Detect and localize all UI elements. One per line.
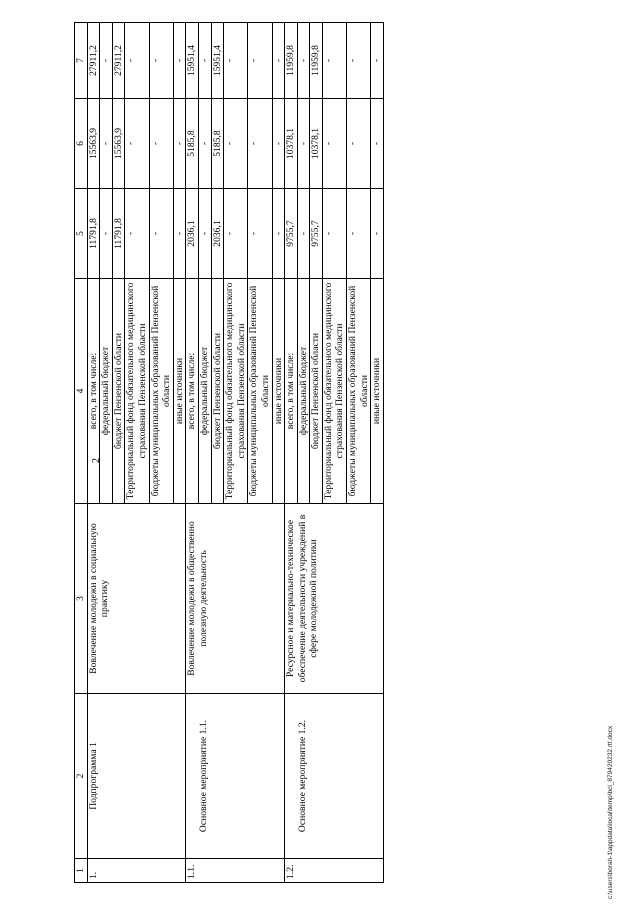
value-cell-v5: -: [224, 189, 248, 279]
header-col-2: 2: [75, 694, 88, 859]
value-cell-v6: 10378,1: [310, 99, 323, 189]
table-row: [285, 23, 298, 883]
value-cell-v5: -: [371, 189, 384, 279]
funding-source: бюджет Пензенской области: [310, 279, 323, 504]
row-number: 1.1.: [186, 859, 285, 883]
funding-source: бюджеты муниципальных образований Пензенской области: [347, 279, 371, 504]
value-cell-v6: 15563,9: [112, 99, 125, 189]
program-name: Основное мероприятие 1.1.: [186, 694, 285, 859]
value-cell-v6: 10378,1: [285, 99, 298, 189]
value-cell-v6: 5185,8: [211, 99, 224, 189]
page-number: 2: [91, 458, 102, 463]
header-col-5: 5: [75, 189, 88, 279]
value-cell-v6: -: [198, 99, 211, 189]
value-cell-v5: -: [297, 189, 310, 279]
funding-source: Территориальный фонд обязательного медицинского страхования Пензенской области: [125, 279, 149, 504]
value-cell-v6: -: [322, 99, 346, 189]
table-row: [87, 23, 100, 883]
funding-source: Территориальный фонд обязательного медицинского страхования Пензенской области: [322, 279, 346, 504]
value-cell-v6: -: [100, 99, 113, 189]
funding-source: федеральный бюджет: [297, 279, 310, 504]
funding-source: иные источники: [272, 279, 285, 504]
header-col-6: 6: [75, 99, 88, 189]
value-cell-v6: 15563,9: [87, 99, 100, 189]
value-cell-v7: -: [248, 23, 272, 99]
row-number: 1.: [87, 859, 186, 883]
value-cell-v7: 15951,4: [186, 23, 199, 99]
header-row: [75, 23, 88, 883]
header-col-7: 7: [75, 23, 88, 99]
value-cell-v5: 9755,7: [285, 189, 298, 279]
header-col-3: 3: [75, 504, 88, 694]
value-cell-v7: 27911,2: [87, 23, 100, 99]
value-cell-v5: -: [248, 189, 272, 279]
funding-source: всего, в том числе:: [87, 279, 100, 504]
value-cell-v5: -: [125, 189, 149, 279]
value-cell-v7: -: [371, 23, 384, 99]
value-cell-v7: 27911,2: [112, 23, 125, 99]
program-description: Вовлечение молодежи в социальную практику: [87, 504, 186, 694]
funding-source: иные источники: [371, 279, 384, 504]
funding-source: бюджет Пензенской области: [211, 279, 224, 504]
value-cell-v6: 5185,8: [186, 99, 199, 189]
value-cell-v6: -: [248, 99, 272, 189]
funding-source: федеральный бюджет: [198, 279, 211, 504]
financing-table: [74, 22, 384, 883]
funding-source: бюджеты муниципальных образований Пензенской области: [248, 279, 272, 504]
table-row: [186, 23, 199, 883]
value-cell-v7: -: [198, 23, 211, 99]
value-cell-v6: -: [149, 99, 173, 189]
value-cell-v7: -: [100, 23, 113, 99]
funding-source: бюджеты муниципальных образований Пензенской области: [149, 279, 173, 504]
header-col-4: 4: [75, 279, 88, 504]
value-cell-v6: -: [224, 99, 248, 189]
program-name: Основное мероприятие 1.2.: [285, 694, 384, 859]
value-cell-v7: 11959,8: [310, 23, 323, 99]
funding-source: Территориальный фонд обязательного медицинского страхования Пензенской области: [224, 279, 248, 504]
value-cell-v5: -: [272, 189, 285, 279]
value-cell-v7: 15951,4: [211, 23, 224, 99]
value-cell-v5: 9755,7: [310, 189, 323, 279]
value-cell-v6: -: [125, 99, 149, 189]
value-cell-v7: -: [347, 23, 371, 99]
value-cell-v7: -: [125, 23, 149, 99]
file-path-footer: c:\users\borah-1\appdata\local\temp\bcl_879420232.rtf.docx: [607, 725, 614, 899]
value-cell-v5: 2036,1: [186, 189, 199, 279]
funding-source: всего, в том числе:: [285, 279, 298, 504]
value-cell-v5: -: [322, 189, 346, 279]
value-cell-v7: -: [149, 23, 173, 99]
header-col-1: 1: [75, 859, 88, 883]
value-cell-v5: 11791,8: [87, 189, 100, 279]
value-cell-v6: -: [371, 99, 384, 189]
value-cell-v7: 11959,8: [285, 23, 298, 99]
program-name: Подпрограмма 1: [87, 694, 186, 859]
program-description: Ресурсное и материально-техническое обеспечение деятельности учреждений в сфере молодежной политики: [285, 504, 384, 694]
funding-source: иные источники: [173, 279, 186, 504]
value-cell-v7: -: [173, 23, 186, 99]
funding-source: всего, в том числе:: [186, 279, 199, 504]
value-cell-v7: -: [297, 23, 310, 99]
value-cell-v5: -: [149, 189, 173, 279]
value-cell-v6: -: [297, 99, 310, 189]
value-cell-v5: -: [173, 189, 186, 279]
value-cell-v7: -: [322, 23, 346, 99]
value-cell-v5: -: [198, 189, 211, 279]
value-cell-v7: -: [224, 23, 248, 99]
program-description: Вовлечение молодежи в общественно полезную деятельность: [186, 504, 285, 694]
value-cell-v6: -: [173, 99, 186, 189]
document-page: [74, 23, 604, 883]
value-cell-v6: -: [347, 99, 371, 189]
value-cell-v7: -: [272, 23, 285, 99]
value-cell-v5: 2036,1: [211, 189, 224, 279]
funding-source: бюджет Пензенской области: [112, 279, 125, 504]
funding-source: федеральный бюджет: [100, 279, 113, 504]
value-cell-v5: -: [347, 189, 371, 279]
value-cell-v5: -: [100, 189, 113, 279]
value-cell-v6: -: [272, 99, 285, 189]
row-number: 1.2.: [285, 859, 384, 883]
value-cell-v5: 11791,8: [112, 189, 125, 279]
